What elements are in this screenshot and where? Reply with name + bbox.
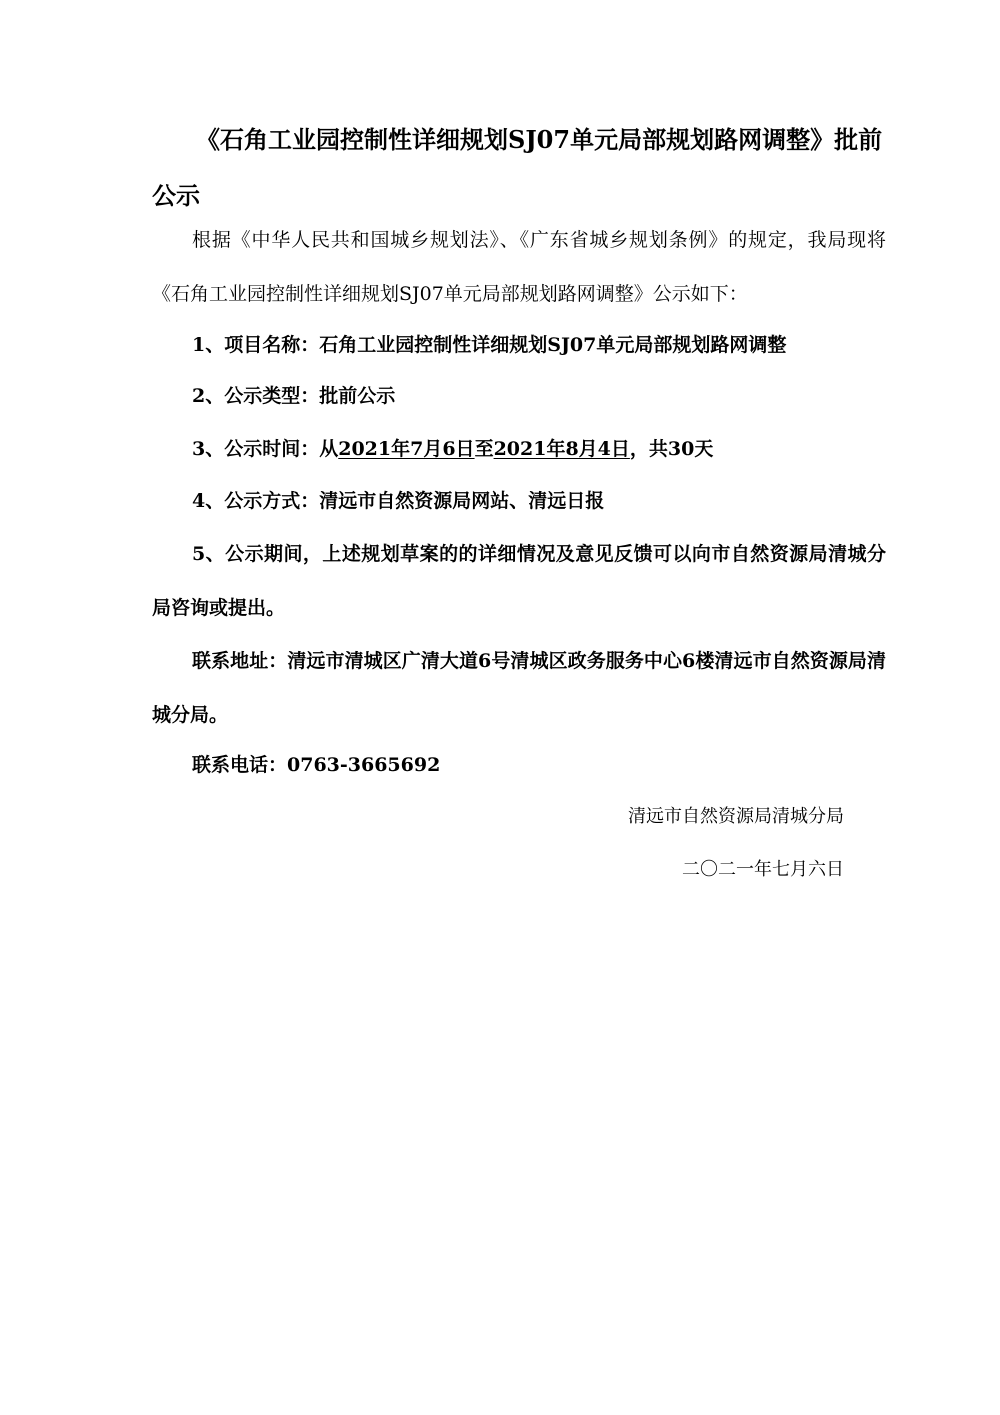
contact-address: 联系地址：清远市清城区广清大道6号清城区政务服务中心6楼清远市自然资源局清城分局。	[152, 650, 886, 726]
signature-date: 二〇二一年七月六日	[682, 859, 844, 880]
item-period	[152, 422, 886, 476]
period-start-date: 2021年7月6日	[338, 438, 475, 460]
period-prefix: 3、公示时间：从	[192, 438, 339, 460]
item-feedback: 5、公示期间，上述规划草案的的详细情况及意见反馈可以向市自然资源局清城分局咨询或提出。	[152, 543, 886, 619]
period-suffix: ，共30天	[629, 438, 714, 460]
signature-org: 清远市自然资源局清城分局	[628, 806, 844, 827]
period-middle: 至	[474, 438, 494, 460]
item-method: 4、公示方式：清远市自然资源局网站、清远日报	[192, 490, 605, 512]
contact-phone: 联系电话：0763-3665692	[192, 754, 441, 776]
item-project-name: 1、项目名称：石角工业园控制性详细规划SJ07单元局部规划路网调整	[192, 334, 787, 356]
intro-paragraph: 根据《中华人民共和国城乡规划法》、《广东省城乡规划条例》的规定，我局现将《石角工业园控制性详细规划SJ07单元局部规划路网调整》公示如下：	[152, 229, 886, 305]
item-type: 2、公示类型：批前公示	[192, 385, 396, 407]
period-end-date: 2021年8月4日	[493, 438, 630, 460]
notice-title: 《石角工业园控制性详细规划SJ07单元局部规划路网调整》批前公示	[152, 125, 883, 210]
